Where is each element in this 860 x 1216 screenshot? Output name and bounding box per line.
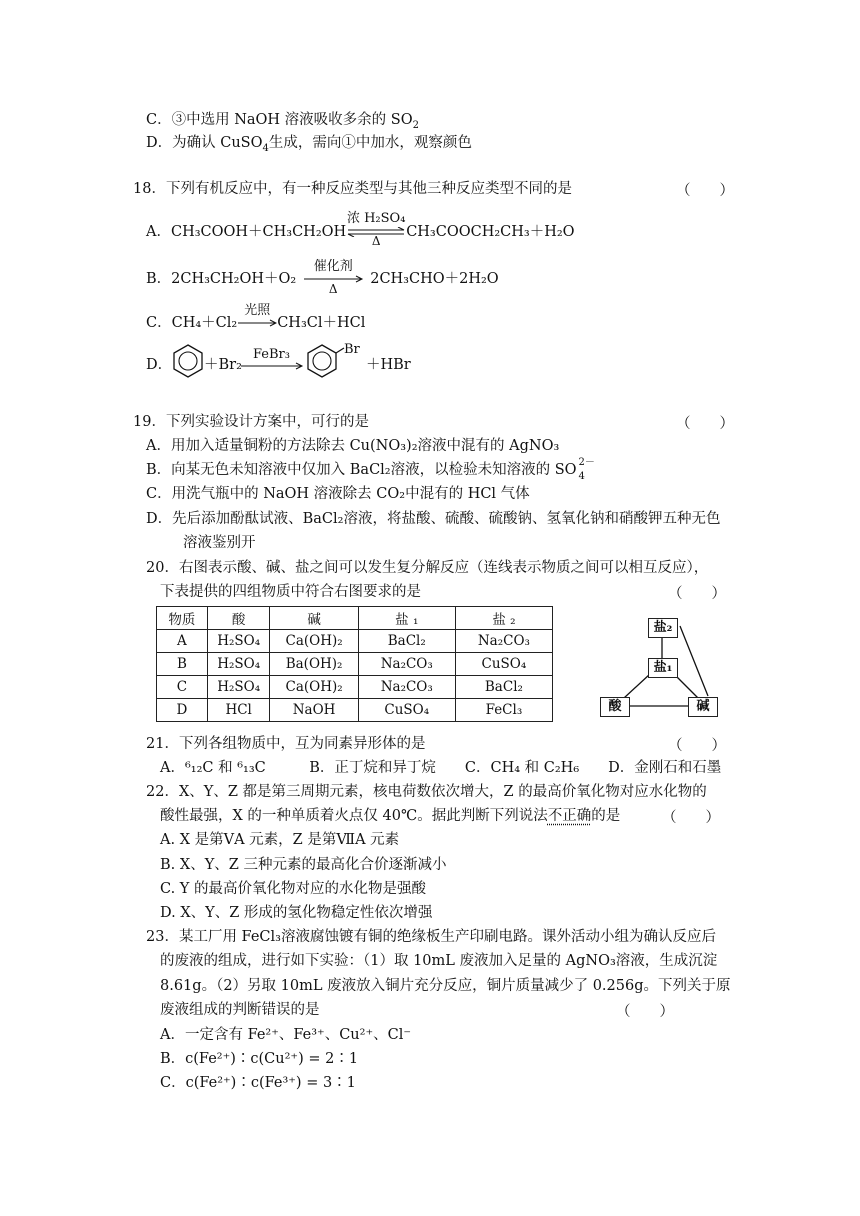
- q18-c-products: CH₃Cl＋HCl: [277, 315, 366, 331]
- q23-stem-line3: 8.61g。（2）另取 10mL 废液放入铜片充分反应，铜片质量减少了 0.256g。下列关于原: [160, 978, 731, 994]
- q18-a-condition-bottom: Δ: [371, 234, 381, 248]
- q20-stem-line1: 20．右图表示酸、碱、盐之间可以发生复分解反应（连线表示物质之间可以相互反应），: [146, 560, 709, 576]
- table-cell: H₂SO₄: [207, 676, 270, 699]
- table-header: 物质: [157, 607, 208, 630]
- table-row: [157, 653, 553, 676]
- table-cell: Ca(OH)₂: [270, 630, 358, 653]
- q23-option-a: A．一定含有 Fe²⁺、Fe³⁺、Cu²⁺、Cl⁻: [160, 1027, 411, 1043]
- table-row: [157, 630, 553, 653]
- q19-option-d-line1: D．先后添加酚酞试液、BaCl₂溶液，将盐酸、硫酸、硫酸钠、氢氧化钠和硝酸钾五种无色: [146, 511, 721, 527]
- table-cell: BaCl₂: [358, 630, 455, 653]
- q18-stem: 18．下列有机反应中，有一种反应类型与其他三种反应类型不同的是: [133, 181, 572, 197]
- q18-option-d-label: D．: [146, 357, 173, 373]
- diagram-salt1-box: 盐₁: [648, 658, 678, 678]
- q19-sulfate-sup: 2－: [578, 457, 595, 468]
- q23-stem-line2: 的废液的组成，进行如下实验：（1）取 10mL 废液加入足量的 AgNO₃溶液，生成沉淀: [160, 953, 718, 969]
- q18-option-d-reagent: ＋Br₂: [204, 357, 242, 373]
- table-cell: HCl: [207, 699, 270, 722]
- q18-b-condition-top: 催化剂: [313, 259, 353, 274]
- q17-option-d-sub: 4: [262, 143, 269, 154]
- table-row: [157, 699, 553, 722]
- table-cell: Ba(OH)₂: [270, 653, 358, 676]
- q23-stem-line1: 23．某工厂用 FeCl₃溶液腐蚀镀有铜的绝缘板生产印刷电路。课外活动小组为确认反应后: [146, 929, 716, 945]
- table-cell: CuSO₄: [358, 699, 455, 722]
- table-header-row: [157, 607, 553, 630]
- table-cell: A: [157, 630, 208, 653]
- q18-a-reactants: A．CH₃COOH＋CH₃CH₂OH: [146, 224, 347, 240]
- q18-c-reactants: C．CH₄＋Cl₂: [146, 315, 238, 331]
- q18-option-b: [146, 259, 499, 296]
- q21-options: A．⁶₁₂C 和 ⁶₁₃C B．正丁烷和异丁烷 C．CH₄ 和 C₂H₆ D．金刚石和石墨: [160, 760, 722, 776]
- q21-stem: 21．下列各组物质中，互为同素异形体的是: [146, 736, 426, 752]
- q22-option-d: D. X、Y、Z 形成的氢化物稳定性依次增强: [160, 905, 433, 921]
- diagram-base-box: 碱: [688, 697, 718, 717]
- q19-option-b: [146, 457, 599, 482]
- bromobenzene-ring-icon: [306, 343, 346, 379]
- table-cell: Ca(OH)₂: [270, 676, 358, 699]
- q18-d-arrow: [240, 362, 304, 370]
- table-cell: Na₂CO₃: [358, 653, 455, 676]
- q18-option-a: [146, 211, 575, 248]
- table-cell: FeCl₃: [455, 699, 552, 722]
- q18-answer-blank: （ ）: [676, 183, 734, 199]
- q22-stem-part: 酸性最强，X 的一种单质着火点仅 40℃。据此判断下列说法: [160, 808, 548, 824]
- q17-option-c-sub: 2: [412, 120, 419, 131]
- q20-stem-line2: 下表提供的四组物质中符合右图要求的是: [160, 584, 421, 600]
- q18-a-reversible-arrow: [346, 211, 406, 248]
- q22-emphasis: 不正确: [547, 808, 592, 824]
- q22-answer-blank: （ ）: [662, 810, 720, 826]
- q17-option-c: [146, 110, 419, 132]
- q22-option-c: C. Y 的最高价氧化物对应的水化物是强酸: [160, 881, 426, 897]
- table-cell: H₂SO₄: [207, 630, 270, 653]
- q19-option-b-text: B．向某无色未知溶液中仅加入 BaCl₂溶液，以检验未知溶液的 SO: [146, 462, 577, 478]
- q18-c-condition-top: 光照: [244, 303, 271, 318]
- diagram-salt2-box: 盐₂: [648, 618, 678, 638]
- q19-answer-blank: （ ）: [676, 416, 734, 432]
- table-cell: D: [157, 699, 208, 722]
- q21-answer-blank: （ ）: [668, 738, 726, 754]
- table-cell: NaOH: [270, 699, 358, 722]
- q23-stem-line4: 废液组成的判断错误的是: [160, 1002, 320, 1018]
- q22-stem-line2: [160, 806, 620, 826]
- q18-b-reactants: B．2CH₃CH₂OH＋O₂: [146, 271, 297, 287]
- q18-b-arrow: [302, 259, 364, 296]
- table-header: 碱: [270, 607, 358, 630]
- q18-option-c: [146, 303, 366, 333]
- q22-stem-line1: 22．X、Y、Z 都是第三周期元素，核电荷数依次增大，Z 的最高价氧化物对应水化物的: [146, 784, 707, 800]
- q19-sulfate-sub: 4: [578, 471, 585, 482]
- q23-answer-blank: （ ）: [616, 1004, 674, 1020]
- table-cell: Na₂CO₃: [455, 630, 552, 653]
- q19-sulfate-charge: [577, 457, 599, 482]
- q18-b-products: 2CH₃CHO＋2H₂O: [370, 271, 499, 287]
- q18-d-condition-top: FeBr₃: [253, 347, 290, 362]
- q18-c-arrow: [237, 303, 277, 327]
- q23-option-b: B．c(Fe²⁺)∶c(Cu²⁺) = 2∶1: [160, 1051, 359, 1067]
- table-cell: CuSO₄: [455, 653, 552, 676]
- q23-option-c: C．c(Fe²⁺)∶c(Fe³⁺) = 3∶1: [160, 1075, 356, 1091]
- table-cell: BaCl₂: [455, 676, 552, 699]
- q17-option-d-tail: 生成，需向①中加水，观察颜色: [268, 135, 472, 151]
- table-header: 盐 ₁: [358, 607, 455, 630]
- q17-option-c-text: C．③中选用 NaOH 溶液吸收多余的 SO: [146, 112, 413, 128]
- q18-a-products: CH₃COOCH₂CH₃＋H₂O: [406, 224, 575, 240]
- q17-option-d: [146, 133, 472, 155]
- q18-a-condition-top: 浓 H₂SO₄: [346, 211, 406, 226]
- table-header: 酸: [207, 607, 270, 630]
- table-cell: H₂SO₄: [207, 653, 270, 676]
- q22-stem-end: 的是: [591, 808, 621, 824]
- q19-option-d-line2: 溶液鉴别开: [183, 535, 256, 551]
- q18-d-products: ＋HBr: [366, 357, 411, 373]
- benzene-ring-icon: [172, 343, 204, 379]
- q20-answer-blank: （ ）: [668, 586, 726, 602]
- q18-d-br-substituent: Br: [344, 342, 360, 357]
- table-row: [157, 676, 553, 699]
- table-cell: B: [157, 653, 208, 676]
- q19-stem: 19．下列实验设计方案中，可行的是: [133, 414, 369, 430]
- q17-option-d-text: D．为确认 CuSO: [146, 135, 263, 151]
- q22-option-a: A. X 是第ⅤA 元素，Z 是第ⅦA 元素: [160, 832, 400, 848]
- table-cell: Na₂CO₃: [358, 676, 455, 699]
- q22-option-b: B. X、Y、Z 三种元素的最高化合价逐渐减小: [160, 857, 447, 873]
- q19-option-a: A．用加入适量铜粉的方法除去 Cu(NO₃)₂溶液中混有的 AgNO₃: [146, 438, 560, 454]
- q19-option-c: C．用洗气瓶中的 NaOH 溶液除去 CO₂中混有的 HCl 气体: [146, 486, 530, 502]
- diagram-acid-box: 酸: [600, 697, 630, 717]
- table-cell: C: [157, 676, 208, 699]
- q18-b-condition-bottom: Δ: [328, 282, 338, 296]
- q20-table: [156, 606, 553, 722]
- table-header: 盐 ₂: [455, 607, 552, 630]
